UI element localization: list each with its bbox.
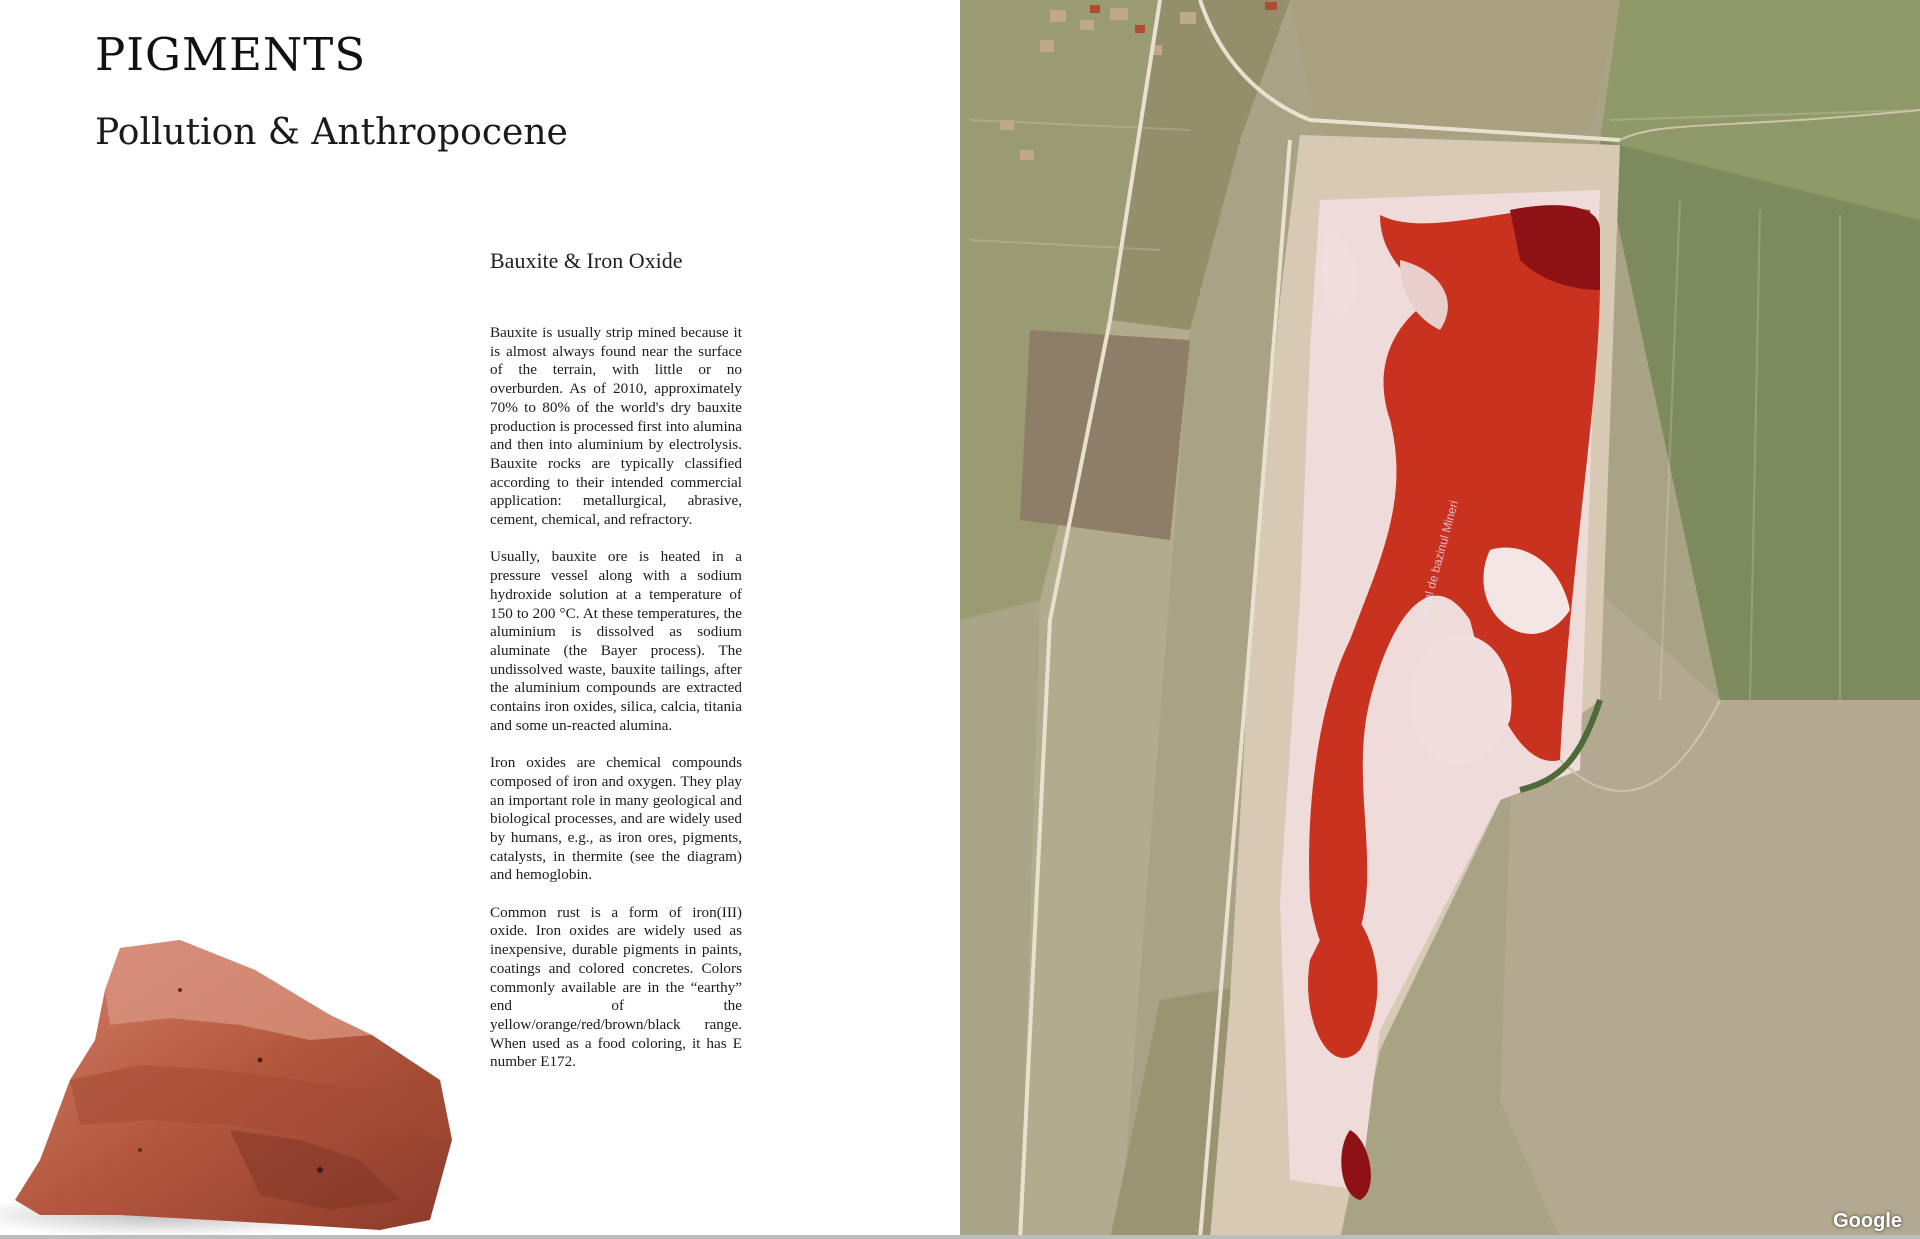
page-title: PIGMENTS <box>95 28 367 81</box>
paragraph-4: Common rust is a form of iron(III) oxide. Iron oxides are widely used as inexpensive, durable pigments in paints, coatings and colored concretes. Colors commonly available are in the “earthy” end of the yellow/orange/red/brown/black range. When used as a food coloring, it has E number E172. <box>490 903 742 1071</box>
page-subtitle: Pollution & Anthropocene <box>95 112 568 153</box>
article-body <box>490 324 742 1091</box>
aerial-photo <box>960 0 1920 1239</box>
paragraph-1: Bauxite is usually strip mined because it is almost always found near the surface of the terrain, with little or no overburden. As of 2010, approximately 70% to 80% of the world's dry bauxite production is processed first into alumina and then into aluminium by electrolysis. Bauxite rocks are typically classified according to their intended commercial application: metallurgical, abrasive, cement, chemical, and refractory. <box>490 324 742 529</box>
map-road-label: Canal de bazinul Mineri <box>1415 498 1461 624</box>
google-watermark: Google <box>1833 1210 1902 1232</box>
red-mud-reservoir-map <box>960 0 1920 1239</box>
paragraph-2: Usually, bauxite ore is heated in a pressure vessel along with a sodium hydroxide solution at a temperature of 150 to 200 °C. At these temperatures, the aluminium is dissolved as sodium aluminate (the Bayer process). The undissolved waste, bauxite tailings, after the aluminium compounds are extracted contains iron oxides, silica, calcia, titania and some un-reacted alumina. <box>490 548 742 734</box>
paragraph-3: Iron oxides are chemical compounds composed of iron and oxygen. They play an important role in many geological and biological processes, and are widely used by humans, e.g., as iron ores, pigments, catalysts, in thermite (see the diagram) and hemoglobin. <box>490 754 742 884</box>
section-heading: Bauxite & Iron Oxide <box>490 248 683 273</box>
page-bottom-rule <box>0 1235 1920 1239</box>
bauxite-rock-image <box>0 930 460 1239</box>
